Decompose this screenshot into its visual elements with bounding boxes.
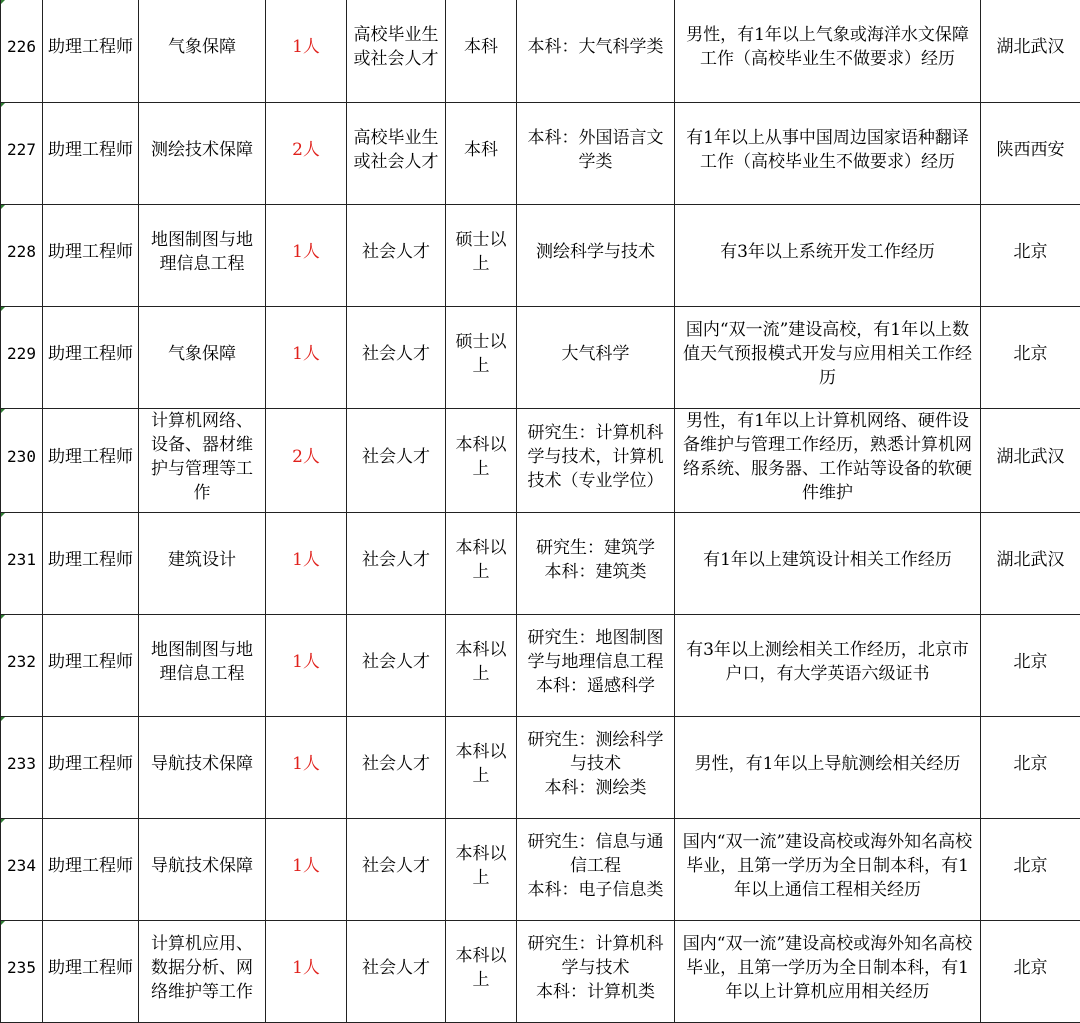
major-cell (517, 614, 675, 716)
table-row (1, 512, 1080, 614)
location-cell-text: 湖北武汉 (996, 549, 1065, 570)
headcount-cell-text: 2人 (292, 139, 320, 160)
location-cell-text: 陕西西安 (996, 139, 1065, 160)
headcount-cell-text: 1人 (292, 855, 320, 876)
candidate-source-cell (347, 920, 446, 1022)
row-number-cell (1, 818, 43, 920)
candidate-source-cell-text: 社会人才 (362, 343, 430, 364)
row-number-cell-text: 230 (7, 446, 36, 466)
position-cell (139, 204, 266, 306)
major-cell-text: 测绘科学与技术 (536, 241, 655, 262)
major-cell (517, 716, 675, 818)
major-cell (517, 0, 675, 102)
candidate-source-cell-text: 社会人才 (362, 651, 430, 672)
table-row (1, 102, 1080, 204)
major-cell (517, 512, 675, 614)
location-cell-text: 湖北武汉 (996, 37, 1065, 58)
location-cell (981, 818, 1080, 920)
candidate-source-cell-text: 高校毕业生或社会人才 (353, 127, 439, 172)
location-cell (981, 614, 1080, 716)
requirements-cell (675, 0, 981, 102)
education-cell-text: 本科以上 (455, 945, 507, 990)
education-cell (446, 0, 517, 102)
education-cell-text: 本科以上 (455, 741, 507, 786)
table-row (1, 408, 1080, 512)
education-cell (446, 818, 517, 920)
headcount-cell-text: 1人 (292, 651, 320, 672)
education-cell-text: 硕士以上 (455, 331, 507, 376)
position-cell-text: 测绘技术保障 (151, 139, 253, 160)
location-cell (981, 920, 1080, 1022)
candidate-source-cell (347, 408, 446, 512)
position-cell (139, 408, 266, 512)
position-cell-text: 地图制图与地理信息工程 (151, 229, 253, 274)
requirements-cell-text: 国内“双一流”建设高校或海外知名高校毕业，且第一学历为全日制本科，有1年以上计算机应用相关经历 (682, 933, 973, 1002)
headcount-cell (266, 0, 347, 102)
job-title-cell-text: 助理工程师 (48, 753, 133, 774)
requirements-cell (675, 716, 981, 818)
education-cell-text: 本科以上 (455, 639, 507, 684)
table-row (1, 204, 1080, 306)
education-cell (446, 204, 517, 306)
job-title-cell (43, 920, 139, 1022)
job-title-cell-text: 助理工程师 (48, 139, 133, 160)
position-cell (139, 512, 266, 614)
headcount-cell (266, 204, 347, 306)
row-number-cell-text: 235 (7, 957, 36, 977)
headcount-cell-text: 1人 (292, 343, 320, 364)
location-cell-text: 北京 (1013, 855, 1048, 876)
requirements-cell (675, 102, 981, 204)
candidate-source-cell-text: 高校毕业生或社会人才 (353, 25, 439, 70)
location-cell (981, 408, 1080, 512)
education-cell-text: 硕士以上 (455, 229, 507, 274)
major-cell-text: 研究生：建筑学 本科：建筑类 (536, 537, 655, 582)
major-cell (517, 920, 675, 1022)
requirements-cell-text: 国内“双一流”建设高校，有1年以上数值天气预报模式开发与应用相关工作经历 (683, 319, 972, 388)
education-cell-text: 本科 (464, 139, 498, 160)
row-number-cell-text: 227 (7, 139, 36, 159)
job-title-cell (43, 102, 139, 204)
headcount-cell (266, 614, 347, 716)
major-cell-text: 研究生：测绘科学与技术 本科：测绘类 (527, 729, 664, 798)
requirements-cell-text: 国内“双一流”建设高校或海外知名高校毕业，且第一学历为全日制本科，有1年以上通信工程相关经历 (682, 831, 973, 900)
candidate-source-cell-text: 社会人才 (362, 241, 430, 262)
headcount-cell (266, 408, 347, 512)
job-title-cell-text: 助理工程师 (48, 957, 133, 978)
headcount-cell (266, 818, 347, 920)
position-cell (139, 818, 266, 920)
table-body (1, 0, 1080, 1022)
education-cell (446, 306, 517, 408)
row-number-cell-text: 233 (7, 753, 36, 773)
education-cell-text: 本科以上 (455, 434, 507, 479)
requirements-cell-text: 男性，有1年以上计算机网络、硬件设备维护与管理工作经历，熟悉计算机网络系统、服务器、工作站等设备的软硬件维护 (683, 410, 972, 503)
position-cell (139, 306, 266, 408)
row-number-cell-text: 226 (7, 37, 36, 57)
education-cell (446, 102, 517, 204)
requirements-cell (675, 614, 981, 716)
location-cell-text: 北京 (1013, 957, 1048, 978)
requirements-cell-text: 有1年以上从事中国周边国家语种翻译工作（高校毕业生不做要求）经历 (686, 127, 969, 172)
major-cell-text: 本科：外国语言文学类 (527, 127, 664, 172)
job-title-cell-text: 助理工程师 (48, 651, 133, 672)
candidate-source-cell (347, 614, 446, 716)
requirements-cell-text: 男性，有1年以上导航测绘相关经历 (694, 753, 961, 774)
row-number-cell (1, 204, 43, 306)
position-cell-text: 导航技术保障 (151, 855, 253, 876)
location-cell-text: 北京 (1013, 753, 1048, 774)
location-cell-text: 北京 (1013, 651, 1048, 672)
row-number-cell-text: 229 (7, 343, 36, 363)
major-cell (517, 204, 675, 306)
row-number-cell-text: 232 (7, 651, 36, 671)
table-row (1, 716, 1080, 818)
candidate-source-cell (347, 306, 446, 408)
major-cell (517, 818, 675, 920)
requirements-cell (675, 204, 981, 306)
headcount-cell (266, 512, 347, 614)
job-title-cell-text: 助理工程师 (48, 241, 133, 262)
location-cell-text: 湖北武汉 (996, 446, 1065, 467)
job-title-cell-text: 助理工程师 (48, 549, 133, 570)
row-number-cell-text: 231 (7, 549, 36, 569)
job-title-cell (43, 0, 139, 102)
table-row (1, 0, 1080, 102)
major-cell-text: 研究生：信息与通信工程 本科：电子信息类 (527, 831, 664, 900)
row-number-cell (1, 0, 43, 102)
location-cell (981, 512, 1080, 614)
row-number-cell (1, 512, 43, 614)
candidate-source-cell-text: 社会人才 (362, 855, 430, 876)
major-cell-text: 大气科学 (561, 343, 630, 364)
table-row (1, 920, 1080, 1022)
position-cell (139, 614, 266, 716)
row-number-cell-text: 228 (7, 241, 36, 261)
requirements-cell-text: 有1年以上建筑设计相关工作经历 (703, 549, 952, 570)
requirements-cell (675, 920, 981, 1022)
major-cell-text: 研究生：计算机科学与技术，计算机技术（专业学位） (527, 422, 664, 491)
table-row (1, 818, 1080, 920)
headcount-cell (266, 102, 347, 204)
headcount-cell-text: 1人 (292, 753, 320, 774)
location-cell (981, 306, 1080, 408)
row-number-cell (1, 716, 43, 818)
candidate-source-cell (347, 102, 446, 204)
position-cell-text: 计算机应用、数据分析、网络维护等工作 (151, 933, 253, 1002)
major-cell-text: 本科：大气科学类 (527, 37, 664, 58)
candidate-source-cell (347, 512, 446, 614)
location-cell (981, 102, 1080, 204)
job-title-cell-text: 助理工程师 (48, 343, 133, 364)
major-cell (517, 306, 675, 408)
education-cell-text: 本科 (464, 37, 498, 58)
education-cell-text: 本科以上 (455, 537, 507, 582)
candidate-source-cell (347, 0, 446, 102)
requirements-cell-text: 男性，有1年以上气象或海洋水文保障工作（高校毕业生不做要求）经历 (686, 25, 969, 70)
job-title-cell (43, 716, 139, 818)
education-cell (446, 512, 517, 614)
position-cell-text: 计算机网络、设备、器材维护与管理等工作 (151, 410, 253, 503)
major-cell-text: 研究生：地图制图学与地理信息工程 本科：遥感科学 (527, 627, 664, 696)
education-cell-text: 本科以上 (455, 843, 507, 888)
education-cell (446, 920, 517, 1022)
job-title-cell (43, 512, 139, 614)
position-cell-text: 建筑设计 (168, 549, 236, 570)
requirements-cell-text: 有3年以上系统开发工作经历 (720, 241, 935, 262)
location-cell (981, 204, 1080, 306)
candidate-source-cell-text: 社会人才 (362, 957, 430, 978)
position-cell-text: 气象保障 (168, 37, 236, 58)
position-cell-text: 气象保障 (168, 343, 236, 364)
requirements-cell (675, 408, 981, 512)
job-title-cell-text: 助理工程师 (48, 37, 133, 58)
row-number-cell (1, 920, 43, 1022)
education-cell (446, 614, 517, 716)
position-cell-text: 地图制图与地理信息工程 (151, 639, 253, 684)
row-number-cell (1, 614, 43, 716)
table-row (1, 306, 1080, 408)
major-cell-text: 研究生：计算机科学与技术 本科：计算机类 (527, 933, 664, 1002)
headcount-cell (266, 716, 347, 818)
position-cell (139, 0, 266, 102)
location-cell (981, 0, 1080, 102)
headcount-cell (266, 920, 347, 1022)
candidate-source-cell-text: 社会人才 (362, 446, 430, 467)
candidate-source-cell (347, 818, 446, 920)
row-number-cell (1, 306, 43, 408)
requirements-cell-text: 有3年以上测绘相关工作经历，北京市户口，有大学英语六级证书 (686, 639, 969, 684)
headcount-cell (266, 306, 347, 408)
job-title-cell-text: 助理工程师 (48, 855, 133, 876)
job-title-cell (43, 204, 139, 306)
job-title-cell (43, 408, 139, 512)
headcount-cell-text: 1人 (292, 241, 320, 262)
table-row (1, 614, 1080, 716)
candidate-source-cell-text: 社会人才 (362, 753, 430, 774)
major-cell (517, 102, 675, 204)
job-title-cell-text: 助理工程师 (48, 446, 133, 467)
major-cell (517, 408, 675, 512)
education-cell (446, 716, 517, 818)
row-number-cell-text: 234 (7, 855, 36, 875)
headcount-cell-text: 1人 (292, 957, 320, 978)
location-cell-text: 北京 (1013, 241, 1048, 262)
location-cell (981, 716, 1080, 818)
headcount-cell-text: 2人 (292, 446, 320, 467)
location-cell-text: 北京 (1013, 343, 1048, 364)
headcount-cell-text: 1人 (292, 549, 320, 570)
job-title-cell (43, 818, 139, 920)
position-cell (139, 920, 266, 1022)
position-cell-text: 导航技术保障 (151, 753, 253, 774)
requirements-cell (675, 512, 981, 614)
candidate-source-cell (347, 204, 446, 306)
job-title-cell (43, 614, 139, 716)
headcount-cell-text: 1人 (292, 37, 320, 58)
candidate-source-cell (347, 716, 446, 818)
requirements-cell (675, 306, 981, 408)
row-number-cell (1, 102, 43, 204)
education-cell (446, 408, 517, 512)
candidate-source-cell-text: 社会人才 (362, 549, 430, 570)
requirements-cell (675, 818, 981, 920)
row-number-cell (1, 408, 43, 512)
job-title-cell (43, 306, 139, 408)
position-cell (139, 716, 266, 818)
position-cell (139, 102, 266, 204)
